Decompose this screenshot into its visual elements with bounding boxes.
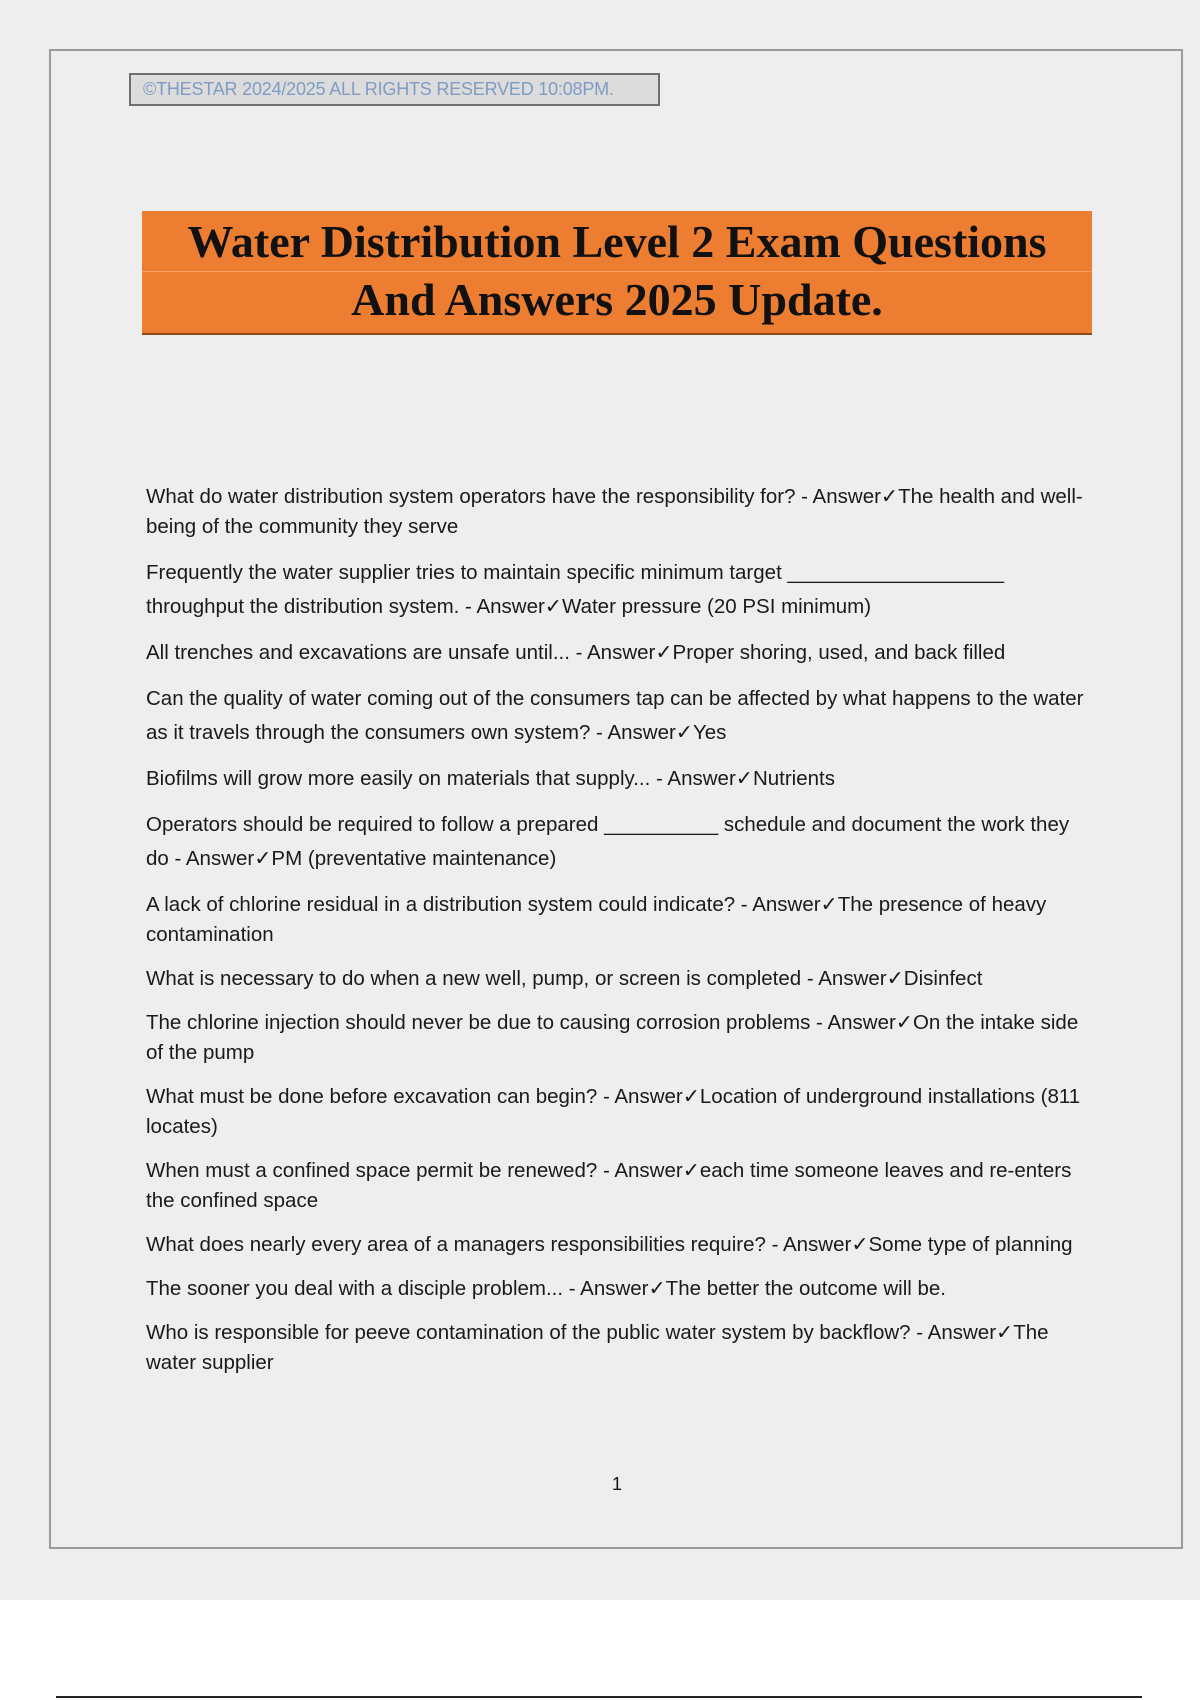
document-title-line-1: Water Distribution Level 2 Exam Questions <box>187 216 1047 267</box>
qa-item: Who is responsible for peeve contamination of the public water system by backflow? - Answer✓The water supplier <box>146 1321 1049 1374</box>
qa-item: What does nearly every area of a managers responsibilities require? - Answer✓Some type of planning <box>146 1233 1073 1256</box>
qa-item: The chlorine injection should never be due to causing corrosion problems - Answer✓On the intake side of the pump <box>146 1011 1079 1064</box>
title-banner <box>142 211 1092 335</box>
qa-item: What do water distribution system operators have the responsibility for? - Answer✓The health and well-being of the community they serve <box>146 485 1083 538</box>
document-title-line-2: And Answers 2025 Update. <box>351 274 883 325</box>
qa-item: Can the quality of water coming out of the consumers tap can be affected by what happens to the water as it travels through the consumers own system? - Answer✓Yes <box>146 687 1084 744</box>
qa-item: The sooner you deal with a disciple problem... - Answer✓The better the outcome will be. <box>146 1277 946 1300</box>
qa-item: Biofilms will grow more easily on materials that supply... - Answer✓Nutrients <box>146 767 835 790</box>
qa-item: All trenches and excavations are unsafe until... - Answer✓Proper shoring, used, and back filled <box>146 641 1006 664</box>
page-number: 1 <box>611 1474 622 1494</box>
qa-item: What is necessary to do when a new well, pump, or screen is completed - Answer✓Disinfect <box>146 967 983 990</box>
qa-item: What must be done before excavation can begin? - Answer✓Location of underground installations (811 locates) <box>146 1085 1081 1138</box>
bottom-divider <box>56 1696 1142 1698</box>
title-divider <box>142 271 1092 272</box>
question-answer-list <box>146 482 1096 1392</box>
qa-item: When must a confined space permit be renewed? - Answer✓each time someone leaves and re-enters the confined space <box>146 1159 1072 1212</box>
qa-item: Frequently the water supplier tries to maintain specific minimum target ___________________ throughput the distribution system. - Answer✓Water pressure (20 PSI minimum) <box>146 561 1005 618</box>
qa-item: Operators should be required to follow a prepared __________ schedule and document the work they do - Answer✓PM (preventative maintenance) <box>146 813 1070 870</box>
copyright-watermark: ©THESTAR 2024/2025 ALL RIGHTS RESERVED 10:08PM. <box>129 73 660 106</box>
qa-item: A lack of chlorine residual in a distribution system could indicate? - Answer✓The presence of heavy contamination <box>146 893 1047 946</box>
